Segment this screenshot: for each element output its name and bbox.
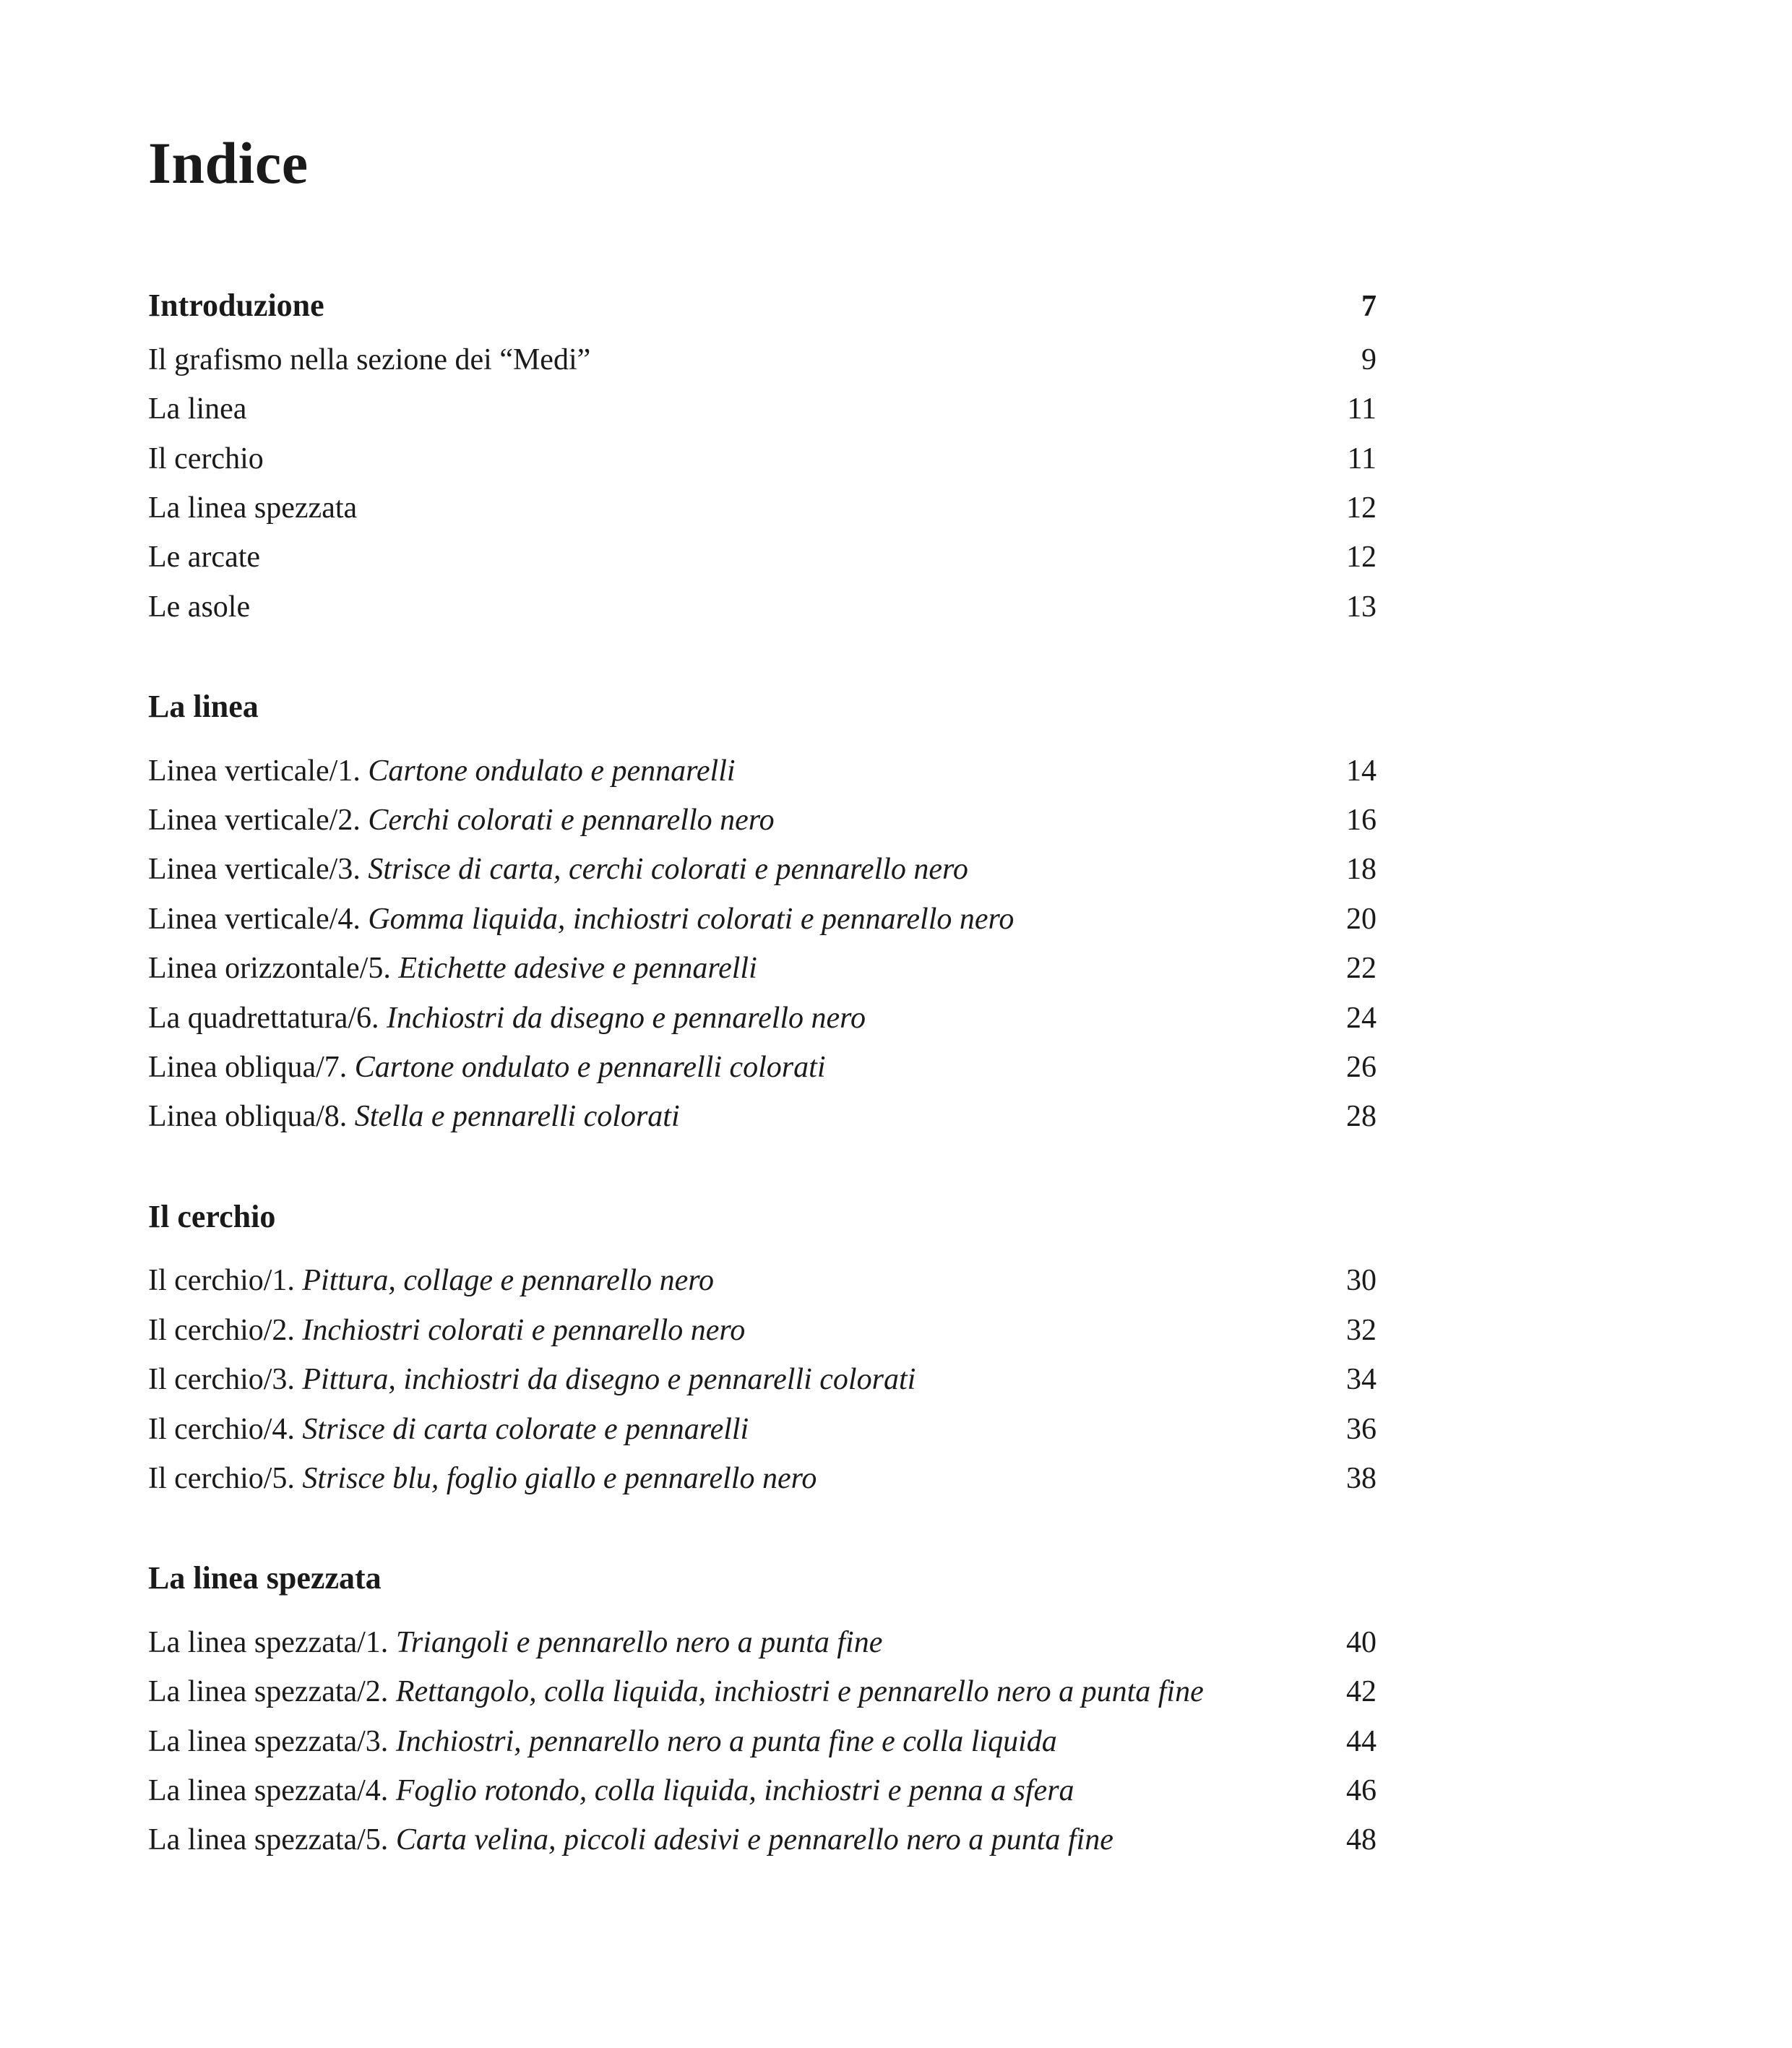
toc-section-heading[interactable] (148, 1559, 1377, 1598)
toc-entry[interactable] (148, 1306, 1377, 1355)
toc-entry-title: Il cerchio/5. (148, 1461, 303, 1495)
toc-entry-title: Linea verticale/2. (148, 804, 369, 838)
toc-entry-subtitle: Cerchi colorati e pennarello nero (368, 804, 775, 838)
toc-entry-subtitle: Inchiostri da disegno e pennarello nero (387, 1001, 866, 1035)
toc-entry-page-number: 32 (1346, 1313, 1377, 1347)
toc-entry-title: Linea verticale/4. (148, 902, 369, 936)
toc-entry[interactable] (148, 895, 1377, 944)
toc-entry[interactable] (148, 582, 1377, 632)
toc-entry-label (148, 1093, 680, 1140)
toc-entry-subtitle: Strisce blu, foglio giallo e pennarello nero (302, 1461, 817, 1495)
toc-entry[interactable] (148, 533, 1377, 582)
toc-entry-title: Linea orizzontale/5. (148, 952, 399, 986)
toc-entry-title: La linea spezzata (148, 491, 358, 525)
toc-entry-label (148, 1257, 714, 1304)
toc-section-heading-label: La linea spezzata (148, 1560, 382, 1596)
toc-entry-title: Linea obliqua/7. (148, 1050, 355, 1084)
toc-entry-title: Il cerchio/3. (148, 1363, 303, 1397)
toc-entry-page-number: 48 (1346, 1823, 1377, 1857)
toc-entry-label (148, 1816, 1113, 1864)
toc-section (148, 688, 1377, 1142)
toc-entry-title: La linea spezzata/5. (148, 1823, 396, 1857)
toc-entry-page-number: 42 (1346, 1675, 1377, 1709)
page-title: Indice (148, 130, 309, 196)
toc-entry-label (148, 336, 590, 384)
toc-entry-subtitle: Etichette adesive e pennarelli (398, 952, 757, 986)
toc-entry[interactable] (148, 1405, 1377, 1454)
toc-entry-subtitle: Gomma liquida, inchiostri colorati e pennarello nero (368, 902, 1015, 936)
toc-entry-label (148, 1356, 916, 1403)
toc-section (148, 287, 1377, 632)
toc-entry-title: Linea verticale/1. (148, 754, 369, 788)
toc-entry-page-number: 20 (1346, 902, 1377, 936)
toc-section-heading-label: Introduzione (148, 288, 324, 323)
toc-section-heading[interactable] (148, 688, 1377, 726)
toc-entry[interactable] (148, 1256, 1377, 1305)
toc-entry-subtitle: Cartone ondulato e pennarelli (368, 754, 736, 788)
toc-entry-page-number: 44 (1346, 1724, 1377, 1758)
toc-entry[interactable] (148, 1766, 1377, 1815)
table-of-contents (148, 287, 1377, 1865)
toc-entry-subtitle: Strisce di carta, cerchi colorati e pennarello nero (368, 853, 968, 887)
toc-entry[interactable] (148, 1454, 1377, 1503)
toc-entry-label (148, 1406, 749, 1453)
toc-entry-page-number: 12 (1346, 541, 1377, 575)
toc-section-heading[interactable] (148, 287, 1377, 325)
toc-entry-page-number: 46 (1346, 1774, 1377, 1808)
toc-entry-title: Linea verticale/3. (148, 853, 369, 887)
toc-entry-title: Il cerchio/2. (148, 1313, 303, 1347)
toc-entry[interactable] (148, 994, 1377, 1043)
toc-entry-label (148, 1668, 1204, 1716)
toc-entry-title: Il grafismo nella sezione dei “Medi” (148, 343, 591, 377)
toc-entry[interactable] (148, 747, 1377, 796)
toc-section (148, 1198, 1377, 1504)
toc-entry-subtitle: Stella e pennarelli colorati (354, 1100, 680, 1134)
toc-entry-title: Il cerchio/4. (148, 1412, 303, 1446)
toc-entry-label (148, 435, 264, 483)
toc-entry-title: La linea (148, 392, 247, 426)
toc-entry-subtitle: Triangoli e pennarello nero a punta fine (395, 1626, 883, 1660)
toc-entry-page-number: 14 (1346, 754, 1377, 788)
toc-entry-label (148, 895, 1014, 943)
toc-entry-page-number: 16 (1346, 804, 1377, 838)
toc-entry[interactable] (148, 483, 1377, 533)
toc-entry[interactable] (148, 1667, 1377, 1716)
toc-entry-label (148, 484, 357, 532)
toc-entry-label (148, 533, 260, 581)
toc-entry-label (148, 796, 775, 844)
toc-entry[interactable] (148, 1043, 1377, 1092)
toc-section (148, 1559, 1377, 1865)
toc-entry-subtitle: Rettangolo, colla liquida, inchiostri e pennarello nero a punta fine (395, 1675, 1204, 1709)
toc-entry[interactable] (148, 1717, 1377, 1766)
toc-entry-page-number: 11 (1347, 442, 1377, 476)
toc-entry-label (148, 1767, 1074, 1815)
toc-entry-label (148, 583, 250, 631)
toc-entry-page-number: 11 (1347, 392, 1377, 426)
toc-entry[interactable] (148, 434, 1377, 483)
toc-entry-title: La quadrettatura/6. (148, 1001, 387, 1035)
toc-entry-title: La linea spezzata/2. (148, 1675, 396, 1709)
toc-entry-page-number: 22 (1346, 952, 1377, 986)
toc-entry-page-number: 12 (1346, 491, 1377, 525)
toc-entry-title: La linea spezzata/4. (148, 1774, 396, 1808)
toc-entry-page-number: 13 (1346, 590, 1377, 624)
toc-entry-title: Linea obliqua/8. (148, 1100, 355, 1134)
toc-entry-subtitle: Foglio rotondo, colla liquida, inchiostri e penna a sfera (395, 1774, 1074, 1808)
toc-entry-title: Il cerchio/1. (148, 1264, 303, 1298)
toc-entry-title: Le arcate (148, 541, 261, 575)
toc-entry-label (148, 846, 968, 893)
toc-entry-page-number: 24 (1346, 1001, 1377, 1035)
toc-section-heading-label: Il cerchio (148, 1198, 276, 1234)
toc-entry-page-number: 18 (1346, 853, 1377, 887)
toc-entry-page-number: 34 (1346, 1363, 1377, 1397)
toc-entry-page-number: 9 (1361, 343, 1377, 377)
toc-entry-label (148, 1044, 825, 1091)
toc-entry-label (148, 747, 736, 795)
toc-entry-title: La linea spezzata/3. (148, 1724, 396, 1758)
toc-entry-page-number: 40 (1346, 1626, 1377, 1660)
toc-entry-page-number: 30 (1346, 1264, 1377, 1298)
toc-entry[interactable] (148, 796, 1377, 845)
toc-entry-subtitle: Carta velina, piccoli adesivi e pennarello nero a punta fine (395, 1823, 1113, 1857)
toc-entry[interactable] (148, 845, 1377, 894)
toc-entry-page-number: 26 (1346, 1050, 1377, 1084)
toc-entry-subtitle: Pittura, collage e pennarello nero (302, 1264, 715, 1298)
toc-entry[interactable] (148, 1618, 1377, 1667)
toc-entry-label (148, 385, 246, 433)
toc-entry-label (148, 1455, 817, 1502)
toc-entry-label (148, 1619, 882, 1666)
toc-entry-title: Le asole (148, 590, 251, 624)
toc-entry-label (148, 945, 757, 992)
toc-entry[interactable] (148, 944, 1377, 993)
toc-entry[interactable] (148, 1815, 1377, 1864)
toc-entry-subtitle: Pittura, inchiostri da disegno e pennarelli colorati (302, 1363, 916, 1397)
toc-entry-label (148, 1307, 745, 1354)
toc-entry[interactable] (148, 335, 1377, 384)
toc-section-page-number: 7 (1361, 290, 1377, 323)
toc-entry-label (148, 1718, 1057, 1765)
toc-entry-subtitle: Strisce di carta colorate e pennarelli (302, 1412, 749, 1446)
toc-entry-page-number: 38 (1346, 1461, 1377, 1495)
toc-entry[interactable] (148, 1355, 1377, 1404)
toc-entry-page-number: 36 (1346, 1412, 1377, 1446)
toc-entry-subtitle: Inchiostri, pennarello nero a punta fine e colla liquida (395, 1724, 1057, 1758)
toc-section-heading-label: La linea (148, 688, 259, 724)
toc-section-heading[interactable] (148, 1198, 1377, 1236)
toc-entry-page-number: 28 (1346, 1100, 1377, 1134)
toc-entry-label (148, 994, 866, 1042)
toc-entry-subtitle: Inchiostri colorati e pennarello nero (302, 1313, 746, 1347)
toc-entry-title: La linea spezzata/1. (148, 1626, 396, 1660)
toc-entry-title: Il cerchio (148, 442, 264, 476)
toc-entry[interactable] (148, 384, 1377, 434)
toc-entry-subtitle: Cartone ondulato e pennarelli colorati (354, 1050, 826, 1084)
toc-entry[interactable] (148, 1092, 1377, 1141)
